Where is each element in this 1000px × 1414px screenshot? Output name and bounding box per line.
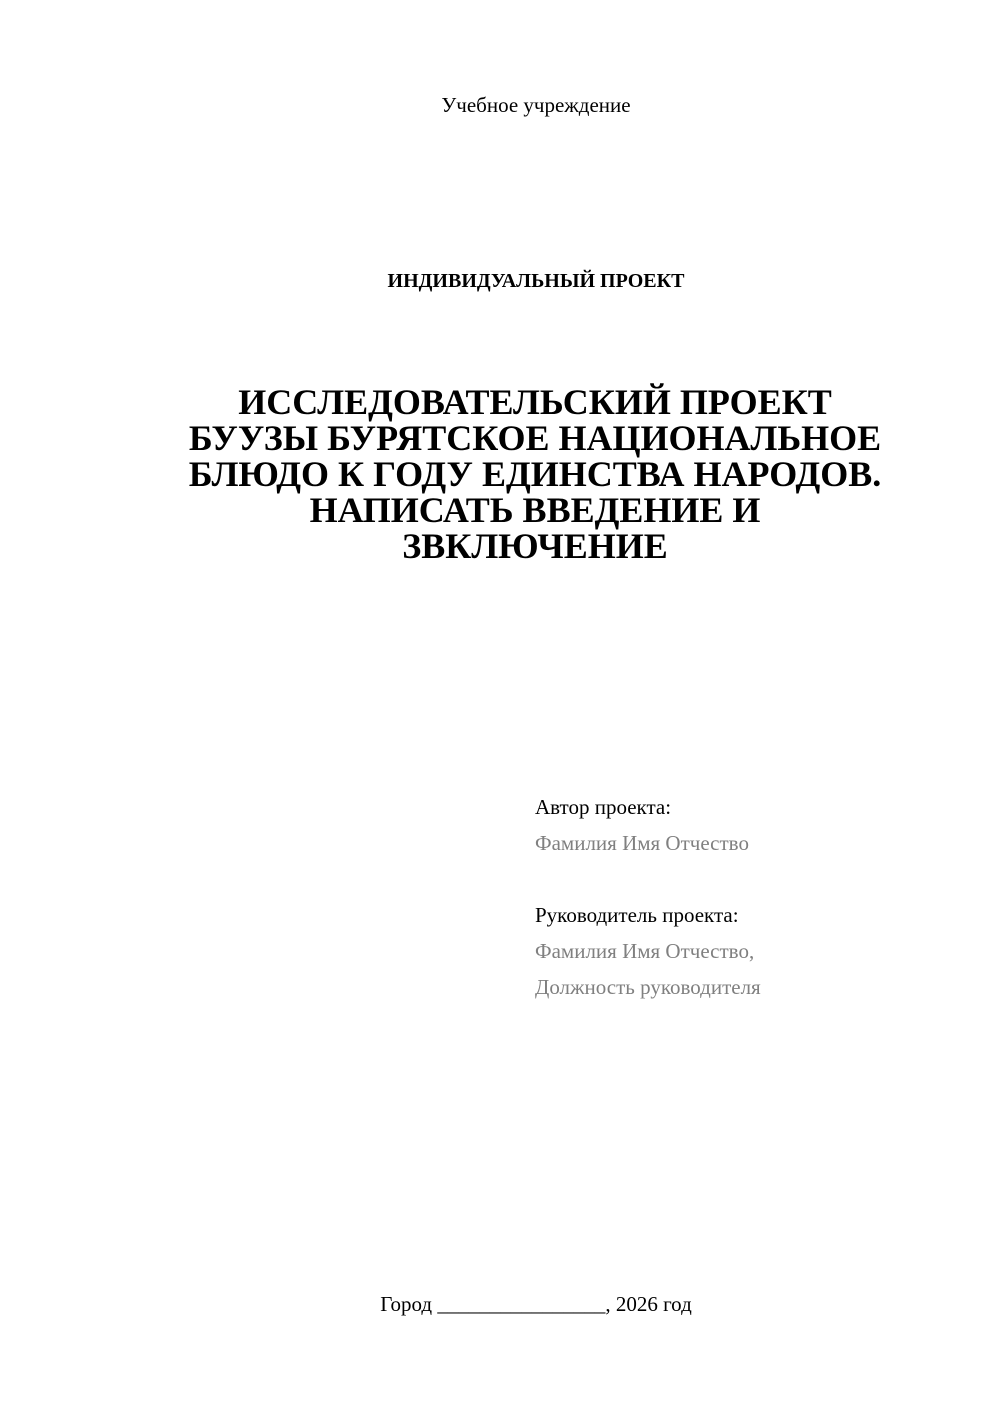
supervisor-name: Фамилия Имя Отчество, (535, 939, 755, 963)
project-title-line: НАПИСАТЬ ВВЕДЕНИЕ И (309, 490, 761, 530)
supervisor-position: Должность руководителя (535, 975, 761, 999)
project-title-line: БУУЗЫ БУРЯТСКОЕ НАЦИОНАЛЬНОЕ (188, 418, 882, 458)
city-year-footer: Город ________________, 2026 год (380, 1292, 692, 1316)
institution-name: Учебное учреждение (441, 93, 631, 117)
project-title-line: БЛЮДО К ГОДУ ЕДИНСТВА НАРОДОВ. (188, 454, 882, 494)
supervisor-label: Руководитель проекта: (535, 903, 739, 927)
spacer (535, 861, 975, 897)
project-title-line: ЗВКЛЮЧЕНИЕ (402, 526, 668, 566)
author-label: Автор проекта: (535, 795, 672, 819)
project-title-line: ИССЛЕДОВАТЕЛЬСКИЙ ПРОЕКТ (238, 382, 832, 422)
project-title (140, 384, 930, 564)
project-type-heading: ИНДИВИДУАЛЬНЫЙ ПРОЕКТ (387, 270, 685, 292)
author-info-block (535, 789, 975, 1005)
author-name: Фамилия Имя Отчество (535, 831, 749, 855)
